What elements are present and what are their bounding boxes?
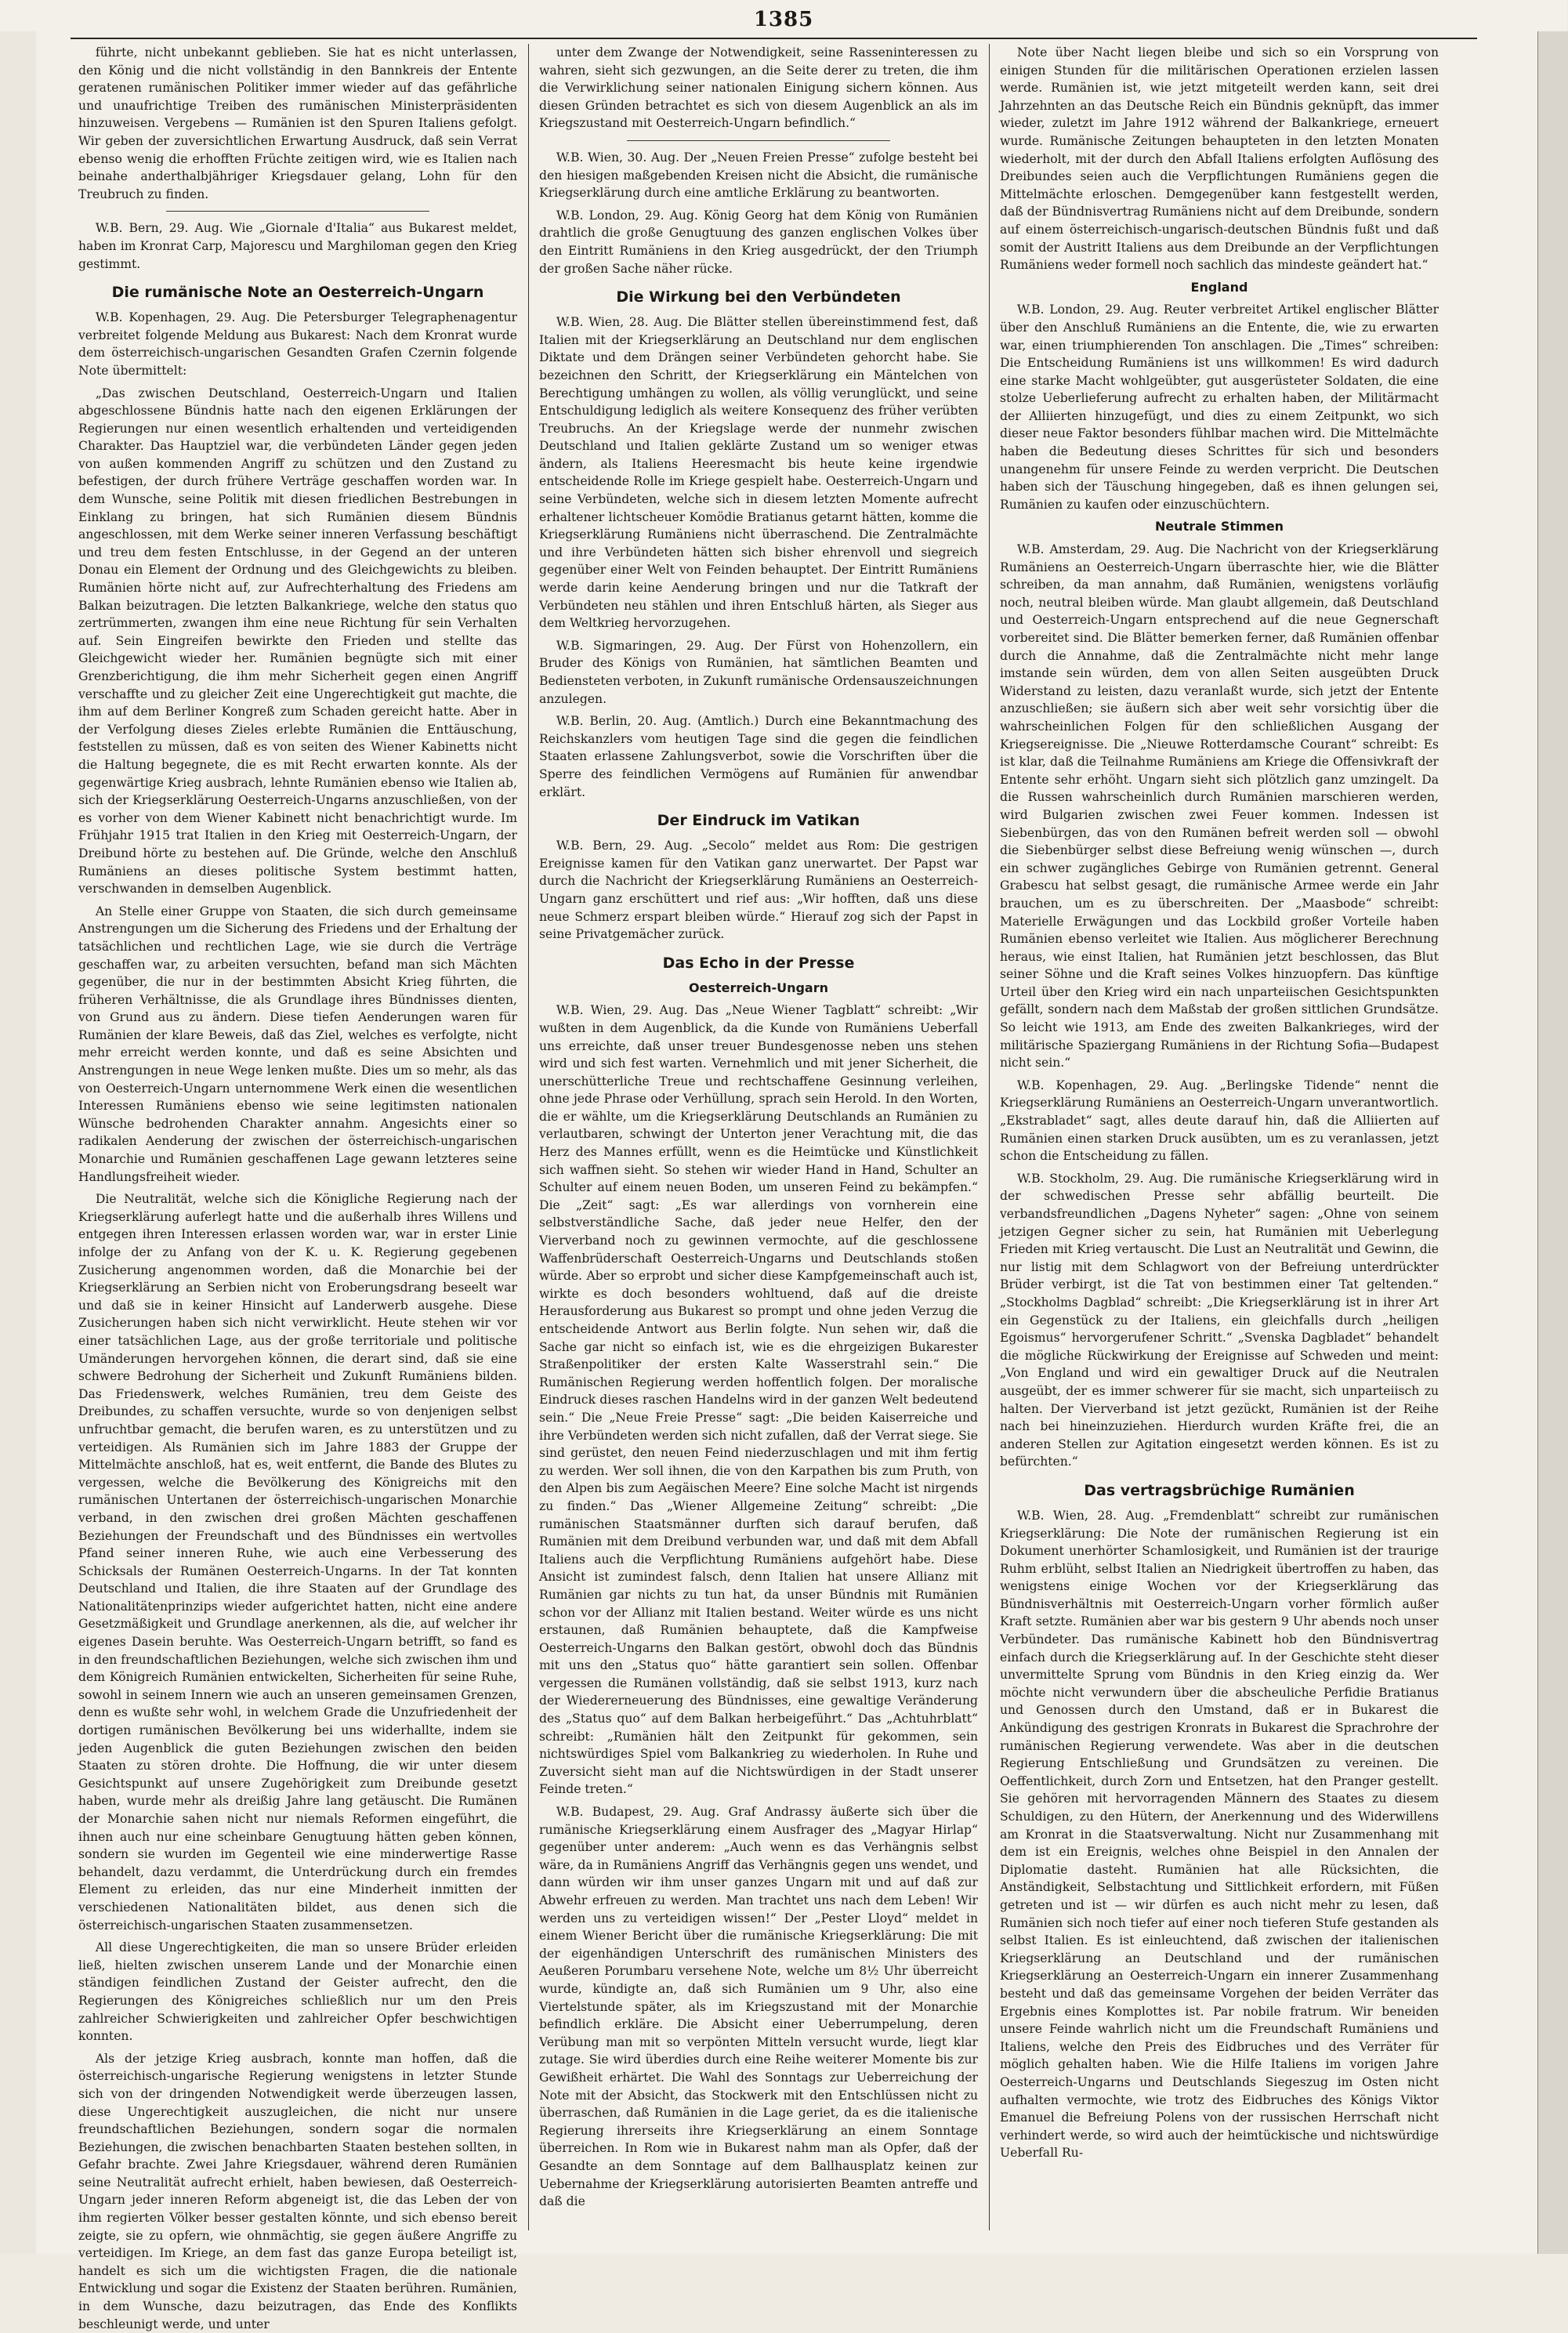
article-separator [627, 140, 890, 141]
binding-margin [0, 31, 36, 2254]
article-paragraph: W.B. Kopenhagen, 29. Aug. Die Petersburger Telegraphenagentur verbreitet folgende Meldung aus Bukarest: Nach dem Kronrat wurde dem österreichisch-ungarischen Gesandten Grafen Czernin folgende Note übermittelt: [78, 310, 517, 378]
article-paragraph: W.B. Kopenhagen, 29. Aug. „Berlingske Tidende“ nennt die Kriegserklärung Rumäniens an Oesterreich-Ungarn unverantwortlich. „Ekstrabladet“ sagt, alles deute darauf hin, daß die Alliierten auf Rumänien einen starken Druck ausübten, um es zu veranlassen, jetzt schon die Entscheidung zu fällen. [1000, 1078, 1439, 1164]
article-separator [166, 211, 429, 212]
article-paragraph: W.B. Bern, 29. Aug. „Secolo“ meldet aus Rom: Die gestrigen Ereignisse kamen für den Vatikan ganz unerwartet. Der Papst war durch die Nachricht der Kriegserklärung Rumäniens an Oesterreich-Ungarn ganz erschüttert und rief aus: „Wir hofften, daß uns diese neue Schmerz erspart bleiben würde.“ Hierauf zog sich der Papst in seine Privatgemächer zurück. [539, 839, 978, 942]
article-paragraph: W.B. London, 29. Aug. Reuter verbreitet Artikel englischer Blätter über den Anschluß Rumäniens an die Entente, die, wie zu erwarten war, einen triumphierenden Ton anschlagen. Die „Times“ schreiben: Die Entscheidung Rumäniens ist uns willkommen! Es wird dadurch eine starke Macht wohlgeübter, gut ausgerüsteter Soldaten, die eine stolze Ueberlieferung aufrecht zu erhalten haben, der Militärmacht der Alliierten hinzugefügt, und dies zu einem Zeitpunkt, wo sich dieser neue Faktor besonders fühlbar machen wird. Die Mittelmächte haben die Bedeutung dieses Schrittes für sich und besonders unangenehm für unsere Feinde zu werden verpricht. Die Deutschen haben sich der Täuschung hingegeben, daß es ihnen gelungen sei, Rumänien zu kaufen oder einzuschüchtern. [1000, 302, 1439, 512]
section-subheading: Neutrale Stimmen [1154, 519, 1284, 534]
article-paragraph: W.B. Wien, 28. Aug. Die Blätter stellen übereinstimmend fest, daß Italien mit der Kriegserklärung an Deutschland nur dem englischen Diktate und dem Drängen seiner Verbündeten gehorcht habe. Sie bezeichnen den Schritt, der Kriegserklärung ein Mäntelchen von Berechtigung umhängen zu wollen, als völlig verunglückt, und seine Entschuldigung lediglich als weitere Konsequenz des früher verübten Treubruchs. An der Kriegslage werde der nunmehr zwischen Deutschland und Italien geklärte Zustand um so weniger etwas ändern, als Italiens Heeresmacht bis heute keine irgendwie entscheidende Rolle im Kriege gespielt habe. Oesterreich-Ungarn und seine Verbündeten, welche sich in diesem letzten Momente aufrecht erhaltener lichtscheuer Komödie Bratianus getarnt hätten, komme die Kriegserklärung Rumäniens nicht überraschend. Die Zentralmächte und ihre Verbündeten hätten sich bisher ehrenvoll und siegreich gegenüber einer Welt von Feinden behauptet. Der Eintritt Rumäniens werde darin keine Aenderung bringen und nur die Tatkraft der Verbündeten neu stählen und ihren Entschluß härten, als Sieger aus dem Weltkrieg hervorzugehen. [539, 315, 978, 631]
article-headline: Das Echo in der Presse [662, 954, 855, 972]
column-divider [528, 44, 529, 2230]
article-headline: Die Wirkung bei den Verbündeten [616, 288, 901, 306]
section-subheading: England [1190, 279, 1248, 295]
article-paragraph: W.B. Sigmaringen, 29. Aug. Der Fürst von Hohenzollern, ein Bruder des Königs von Rumänien, hat sämtlichen Beamten und Bediensteten verboten, in Zukunft rumänische Ordensauszeichnungen anzulegen. [539, 638, 978, 706]
article-paragraph: „Das zwischen Deutschland, Oesterreich-Ungarn und Italien abgeschlossene Bündnis hatte nach den eigenen Erklärungen der Regierungen nur einen wesentlich erhaltenden und verteidigenden Charakter. Das Hauptziel war, die verbündeten Länder gegen jeden von außen kommenden Angriff zu schützen und den Zustand zu befestigen, der durch frühere Verträge geschaffen worden war. In dem Wunsche, seine Politik mit diesen friedlichen Bestrebungen in Einklang zu bringen, hat sich Rumänien diesem Bündnis angeschlossen, mit dem Werke seiner inneren Verfassung beschäftigt und treu dem festen Entschlusse, in der Gegend an der unteren Donau ein Element der Ordnung und des Gleichgewichts zu bleiben. Rumänien hörte nicht auf, zur Aufrechterhaltung des Friedens am Balkan beizutragen. Die letzten Balkankriege, welche den status quo zertrümmerten, zwangen ihm eine neue Richtung für sein Verhalten auf. Sein Eingreifen bewirkte den Frieden und stellte das Gleichgewicht wieder her. Rumänien begnügte sich mit einer Grenzberichtigung, die ihm mehr Sicherheit gegen einen Angriff verschaffte und zu gleicher Zeit eine Ungerechtigkeit gut machte, die ihm auf dem Berliner Kongreß zum Schaden gereicht hatte. Aber in der Verfolgung dieses Zieles erlebte Rumänien die Enttäuschung, feststellen zu müssen, daß es von seiten des Wiener Kabinetts nicht die Haltung begegnete, die es mit Recht erwarten konnte. Als der gegenwärtige Krieg ausbrach, lehnte Rumänien ebenso wie Italien ab, sich der Kriegserklärung Oesterreich-Ungarns anzuschließen, von der es vorher von dem Wiener Kabinett nicht benachrichtigt wurde. Im Frühjahr 1915 trat Italien in den Krieg mit Oesterreich-Ungarn, der Dreibund hörte zu bestehen auf. Die Gründe, welche den Anschluß Rumäniens an dieses politische System bestimmt hatten, verschwanden in demselben Augenblick. [78, 386, 517, 897]
article-paragraph: Note über Nacht liegen bleibe und sich so ein Vorsprung von einigen Stunden für die militärischen Operationen erzielen lassen werde. Rumänien ist, wie jetzt mitgeteilt werden kann, seit drei Jahrzehnten an das Deutsche Reich ein Bündnis geknüpft, das immer wieder, zuletzt im Jahre 1912 während der Balkankriege, erneuert wurde. Rumänische Zeitungen behaupteten in den letzten Monaten wiederholt, mit der durch den Abfall Italiens erfolgten Auflösung des Dreibundes seien auch die Verpflichtungen Rumäniens gegen die Mittelmächte erloschen. Demgegenüber kann festgestellt werden, daß der Bündnisvertrag Rumäniens nicht auf dem Dreibunde, sondern auf einem österreichisch-ungarisch-deutschen Bündnis fußt und daß somit der Austritt Italiens aus dem Dreibunde an der Verpflichtungen Rumäniens weder formell noch sachlich das mindeste geändert hat.“ [1000, 45, 1439, 273]
article-paragraph: Die Neutralität, welche sich die Königliche Regierung nach der Kriegserklärung auferlegt hatte und die außerhalb ihres Willens und entgegen ihren Interessen erlassen worden war, war in erster Linie infolge der zu Anfang von der K. u. K. Regierung gegebenen Zusicherung angenommen worden, daß die Monarchie bei der Kriegserklärung an Serbien nicht von Eroberungsdrang beseelt war und daß sie in keiner Hinsicht auf Landerwerb ausgehe. Diese Zusicherungen haben sich nicht verwirklicht. Heute stehen wir vor einer tatsächlichen Lage, aus der große territoriale und politische Umänderungen hervorgehen können, die derart sind, daß sie eine schwere Bedrohung der Sicherheit und Zukunft Rumäniens bilden. Das Friedenswerk, welches Rumänien, treu dem Geiste des Dreibundes, zu schaffen versuchte, wurde so von denjenigen selbst unfruchtbar gemacht, die berufen waren, es zu unterstützen und zu verteidigen. Als Rumänien sich im Jahre 1883 der Gruppe der Mittelmächte anschloß, hat es, weit entfernt, die Bande des Blutes zu vergessen, welche die Bevölkerung des Königreichs mit den rumänischen Untertanen der österreichisch-ungarischen Monarchie verband, in den zwischen drei großen Mächten geschaffenen Beziehungen der Freundschaft und des Bündnisses ein wertvolles Pfand seiner inneren Ruhe, wie auch eine Verbesserung des Schicksals der Rumänen Oesterreich-Ungarns. In der Tat konnten Deutschland und Italien, die ihre Staaten auf der Grundlage des Nationalitätenprinzips wieder aufgerichtet hatten, nicht eine andere Gesetzmäßigkeit und Grundlage anerkennen, als die, auf welcher ihr eigenes Dasein beruhte. Was Oesterreich-Ungarn betrifft, so fand es in den freundschaftlichen Beziehungen, welche sich zwischen ihm und dem Königreich Rumänien entwickelten, Sicherheiten für seine Ruhe, sowohl in seinem Innern wie auch an unseren gemeinsamen Grenzen, denn es wußte sehr wohl, in welchem Grade die Unzufriedenheit der dortigen rumänischen Bevölkerung bei uns widerhallte, indem sie jeden Augenblick die guten Beziehungen zwischen den beiden Staaten zu stören drohte. Die Hoffnung, die wir unter diesem Gesichtspunkt auf unsere Zugehörigkeit zum Dreibunde gesetzt haben, wurde mehr als dreißig Jahre lang getäuscht. Die Rumänen der Monarchie sahen nicht nur niemals Reformen eingeführt, die ihnen auch nur eine scheinbare Genugtuung hätten geben können, sondern sie wurden im Gegenteil wie eine minderwertige Rasse behandelt, dazu verdammt, die Unterdrückung durch ein fremdes Element zu erleiden, das nur eine Minderheit inmitten der verschiedenen Nationalitäten bildet, aus denen sich die österreichisch-ungarischen Staaten zusammensetzen. [78, 1192, 517, 1933]
article-paragraph: W.B. London, 29. Aug. König Georg hat dem König von Rumänien drahtlich die große Genugtuung des ganzen englischen Volkes über den Eintritt Rumäniens in den Krieg ausgedrückt, der den Triumph der großen Sache näher rücke. [539, 208, 978, 276]
article-paragraph: An Stelle einer Gruppe von Staaten, die sich durch gemeinsame Anstrengungen um die Sicherung des Friedens und der Erhaltung der tatsächlichen und rechtlichen Lage, wie sie durch die Verträge geschaffen war, zu arbeiten versuchten, befand man sich Mächten gegenüber, die nur in der bestimmten Absicht Krieg führten, die früheren Verhältnisse, die als Grundlage ihres Bündnisses dienten, von Grund aus zu ändern. Diese tiefen Aenderungen waren für Rumänien der klare Beweis, daß das Ziel, welches es verfolgte, nicht mehr erreicht werden konnte, und daß es seine Absichten und Anstrengungen in neue Wege lenken mußte. Dies um so mehr, als das von Oesterreich-Ungarn unternommene Werk einen die wesentlichen Interessen Rumäniens ebenso wie seine legitimsten nationalen Wünsche bedrohenden Charakter annahm. Angesichts einer so radikalen Aenderung der zwischen der österreichisch-ungarischen Monarchie und Rumänien geschaffenen Lage gewann letzteres seine Handlungsfreiheit wieder. [78, 904, 517, 1184]
article-headline: Die rumänische Note an Oesterreich-Ungarn [111, 284, 484, 302]
page-edge [1537, 31, 1568, 2254]
article-paragraph: W.B. Budapest, 29. Aug. Graf Andrassy äußerte sich über die rumänische Kriegserklärung einem Ausfrager des „Magyar Hirlap“ gegenüber unter anderem: „Auch wenn es das Verhängnis selbst wäre, da in Rumäniens Angriff das Verhängnis gegen uns wendet, und dann würden wir ihm unser ganzes Ungarn mit und auf daß zur Abwehr erfreuen zu werden. Man trachtet uns nach dem Leben! Wir werden uns zu verteidigen wissen!“ Der „Pester Lloyd“ meldet in einem Wiener Bericht über die rumänische Kriegserklärung: Die mit der eigenhändigen Unterschrift des rumänischen Ministers des Aeußeren Porumbaru versehene Note, welche um 8½ Uhr überreicht wurde, kündigte an, daß sich Rumänien um 9 Uhr, also eine Viertelstunde später, als im Kriegszustand mit der Monarchie befindlich erkläre. Die Absicht einer Ueberrumpelung, deren Verübung man mit so verpönten Mitteln versucht wurde, liegt klar zutage. Sie wird überdies durch eine Reihe weiterer Momente bis zur Gewißheit erhärtet. Die Wahl des Sonntags zur Ueberreichung der Note mit der Absicht, das Stockwerk mit den Entschlüssen nicht zu überraschen, daß Rumänien in die Lage geriet, da es die italienische Regierung ihrerseits ihre Kriegserklärung an einem Sonntage überreichen. In Rom wie in Bukarest nahm man als Opfer, daß der Gesandte an dem Sonntage auf dem Ballhausplatz keinen zur Uebernahme der Kriegserklärung autorisierten Beamten antreffe und daß die [539, 1805, 978, 2209]
article-paragraph: Als der jetzige Krieg ausbrach, konnte man hoffen, daß die österreichisch-ungarische Regierung wenigstens in letzter Stunde sich von der dringenden Notwendigkeit werde überzeugen lassen, diese Ungerechtigkeit auszugleichen, die nicht nur unsere freundschaftlichen Beziehungen, sondern sogar die normalen Beziehungen, die zwischen benachbarten Staaten bestehen sollten, in Gefahr brachte. Zwei Jahre Kriegsdauer, während deren Rumänien seine Neutralität aufrecht erhielt, haben bewiesen, daß Oesterreich-Ungarn jeder inneren Reform abgeneigt ist, die das Leben der von ihm regierten Völker besser gestalten könnte, und sich ebenso bereit zeigte, sie zu opfern, wie ohnmächtig, sie gegen äußere Angriffe zu verteidigen. Im Kriege, an dem fast das ganze Europa beteiligt ist, handelt es sich um die wichtigsten Fragen, die die nationale Entwicklung und sogar die Existenz der Staaten berühren. Rumänien, in dem Wunsche, dazu beizutragen, das Ende des Konflikts beschleunigt werde, und unter [78, 2051, 517, 2331]
article-headline: Der Eindruck im Vatikan [657, 812, 860, 830]
section-subheading: Oesterreich-Ungarn [688, 980, 829, 995]
article-paragraph: W.B. Amsterdam, 29. Aug. Die Nachricht von der Kriegserklärung Rumäniens an Oesterreich-Ungarn überraschte hier, wie die Blätter schreiben, da man annahm, daß Rumänien, wenigstens vorläufig noch, neutral bleiben würde. Man glaubt allgemein, daß Deutschland und Oesterreich-Ungarn entsprechend auf die neue Gegnerschaft vorbereitet sind. Die Blätter bemerken ferner, daß Rumänien offenbar durch die Annahme, daß die Zentralmächte nicht mehr lange imstande sein würden, dem von allen Seiten ausgeübten Druck Widerstand zu leisten, dazu veranlaßt wurde, sich jetzt der Entente anzuschließen; sie äußern sich aber weit sehr vorsichtig über die wahrscheinlichen Folgen für den schließlichen Ausgang der Kriegsereignisse. Die „Nieuwe Rotterdamsche Courant“ schreibt: Es ist klar, daß die Teilnahme Rumäniens am Kriege die Offensivkraft der Entente sehr erhöht. Ungarn sieht sich plötzlich ganz umzingelt. Da die Russen wahrscheinlich durch Rumänien marschieren werden, wird Bulgarien zwischen zwei Feuer kommen. Indessen ist Siebenbürgen, das von den Rumänen befreit werden soll — obwohl die Siebenbürger selbst diese Befreiung wenig wünschen —, durch ein schwer zugängliches Gebirge von Rumänien getrennt. General Grabescu hat selbst gesagt, die rumänische Armee werde ein Jahr brauchen, um es zu überschreiten. Der „Maasbode“ schreibt: Materielle Erwägungen und das Lockbild großer Vorteile haben Rumänien ebenso verleitet wie Italien. Aus möglicherer Berechnung heraus, wie einst Italien, hat Rumänien jetzt beschlossen, das Blut seiner Söhne und die Kraft seines Volkes hinzuopfern. Das künftige Urteil über den Krieg wird ein nach unparteiischen Gesichtspunkten gefällt, sondern nach dem Maßstab der großen sittlichen Grundsätze. So leicht wie 1913, am Ende des zweiten Balkankrieges, wird der militärische Spaziergang Rumäniens in der Richtung Sofia—Budapest nicht sein.“ [1000, 542, 1439, 1070]
article-paragraph: unter dem Zwange der Notwendigkeit, seine Rasseninteressen zu wahren, sieht sich gezwungen, an die Seite derer zu treten, die ihm die Verwirklichung seiner nationalen Einigung sichern können. Aus diesen Gründen betrachtet es sich von diesem Augenblick an als im Kriegszustand mit Oesterreich-Ungarn befindlich.“ [539, 45, 978, 131]
article-paragraph: W.B. Wien, 28. Aug. „Fremdenblatt“ schreibt zur rumänischen Kriegserklärung: Die Note der rumänischen Regierung ist ein Dokument unerhörter Schamlosigkeit, und Rumänien ist der traurige Ruhm erblüht, selbst Italien an Niedrigkeit übertroffen zu haben, das wenigstens einige Wochen vor der Kriegserklärung das Bündnisverhältnis mit Oesterreich-Ungarn vorher förmlich außer Kraft setzte. Rumänien aber war bis gestern 9 Uhr abends noch unser Verbündeter. Das rumänische Kabinett hob den Bündnisvertrag einfach durch die Kriegserklärung auf. In der Geschichte steht dieser unvermittelte Sprung vom Bündnis in den Krieg einzig da. Wer möchte nicht verwundern über die abscheuliche Perfidie Bratianus und Genossen durch den Umstand, daß er in Bukarest die Ankündigung des gestrigen Kronrats in Bukarest die Sprachrohre der rumänischen Regierung verwendete. Was aber in die deutschen Regierung Entschließung und Grundsätzen zu vereinen. Die Oeffentlichkeit, durch Zorn und Entsetzen, hat den Pranger gestellt. Sie gehören mit hervorragenden Männern des Staates zu diesem Schuldigen, zu den Hütern, der Anerkennung und des Widerwillens am Kronrat in die Staatsverwaltung. Nicht nur Zusammenhang mit dem ist ein Ereignis, welches ohne Beispiel in den Annalen der Diplomatie dasteht. Rumänien hat alle Rücksichten, die Anständigkeit, Selbstachtung und Sittlichkeit erfordern, mit Füßen getreten und ist — wir dürfen es auch nicht mehr zu lesen, daß Rumänien sich noch tiefer auf einer noch tieferen Stufe gestanden als selbst Italien. Es ist einleuchtend, daß zwischen der italienischen Kriegserklärung an Deutschland und der rumänischen Kriegserklärung an Oesterreich-Ungarn ein innerer Zusammenhang besteht und daß das gemeinsame Vorgehen der beiden Verräter das Ergebnis eines Komplottes ist. Par nobile fratrum. Wir beneiden unsere Feinde wahrlich nicht um die Freundschaft Rumäniens und Italiens, welche den Preis des Eidbruches und des Verräter für möglich gehalten haben. Wie die Hilfe Italiens im vorigen Jahre Oesterreich-Ungarns und Deutschlands Siegeszug im Osten nicht aufhalten vermochte, wie trotz des Eidbruches des Königs Viktor Emanuel die Befreiung Polens von der russischen Herrschaft nicht verhindert werde, so wird auch der heimtückische und nichtswürdige Ueberfall Ru- [1000, 1508, 1439, 2161]
page-number: 1385 [753, 8, 814, 31]
article-paragraph: W.B. Bern, 29. Aug. Wie „Giornale d'Italia“ aus Bukarest meldet, haben im Kronrat Carp, Majorescu und Marghiloman gegen den Krieg gestimmt. [78, 221, 517, 271]
text-column-3 [1000, 44, 1439, 2230]
header-rule [71, 38, 1477, 39]
article-paragraph: W.B. Stockholm, 29. Aug. Die rumänische Kriegserklärung wird in der schwedischen Presse sehr abfällig beurteilt. Die verbandsfreundlichen „Dagens Nyheter“ sagen: „Ohne von seinem jetzigen Gegner sicher zu sein, hat Rumänien mit Ueberlegung Frieden mit Krieg vertauscht. Die Lust an Neutralität und Gewinn, die nur listig mit dem Schlagwort von der Befreiung unterdrückter Brüder verbirgt, ist die Tat von bestimmen einer Tat geltenden.“ „Stockholms Dagblad“ schreibt: „Die Kriegserklärung ist in ihrer Art ein Gegenstück zu der Italiens, ein gleichfalls durch „heiligen Egoismus“ hervorgerufener Schritt.“ „Svenska Dagbladet“ behandelt die mögliche Rückwirkung der Ereignisse auf Schweden und meint: „Von England und wird ein gewaltiger Druck auf die Neutralen ausgeübt, der es immer schwerer für sie macht, sich unparteiisch zu halten. Der Vierverband ist jetzt gezückt, Rumänien ist der Reihe nach bei hineinzuziehen. Hierdurch wurden Kräfte frei, die an anderen Stellen zur Agitation eingesetzt werden können. Es ist zu befürchten.“ [1000, 1171, 1439, 1469]
article-paragraph: W.B. Wien, 29. Aug. Das „Neue Wiener Tagblatt“ schreibt: „Wir wußten in dem Augenblick, da die Kunde von Rumäniens Ueberfall uns erreichte, daß unser treuer Bundesgenosse neben uns stehen wird und sich fest warten. Vernehmlich und mit jener Sicherheit, die unerschütterliche Treue und rechtschaffene Gesinnung verleihen, ohne jede Phrase oder Verhüllung, sprach sein Herold. In den Worten, die er wählte, um die Kriegserklärung Deutschlands an Rumänien zu verlautbaren, schwingt der Unterton jener Verachtung mit, die das Herz des Mannes erfüllt, wenn es die Heimtücke und Künstlichkeit sich waffnen sieht. So stehen wir wieder Hand in Hand, Schulter an Schulter auf einem neuen Boden, um unseren Feind zu bekämpfen.“ Die „Zeit“ sagt: „Es war allerdings von vornherein eine selbstverständliche Sache, daß jeder neue Helfer, den der Vierverband noch zu gewinnen vermochte, auf die geschlossene Waffenbrüderschaft Oesterreich-Ungarns und Deutschlands stoßen würde. Aber so erprobt und sicher diese Kampfgemeinschaft auch ist, wirkte es doch besonders wohltuend, daß auf die dreiste Herausforderung aus Bukarest so prompt und ohne jeden Verzug die entscheidende Antwort aus Berlin folgte. Nun sehen wir, daß die Sache gar nicht so einfach ist, wie es die ehrgeizigen Bukarester Straßenpolitiker der ersten Kalte Wasserstrahl sein.“ Die Rumänischen Regierung werden hoffentlich folgen. Der moralische Eindruck dieses raschen Handelns wird in der ganzen Welt bedeutend sein.“ Die „Neue Freie Presse“ sagt: „Die beiden Kaiserreiche und ihre Verbündeten werden sich nicht zufallen, daß der Verrat siege. Sie sind gerüstet, den neuen Feind niederzuschlagen und mit ihm fertig zu werden. Wer soll ihnen, die von den Karpathen bis zum Pruth, von den Alpen bis zum Aegäischen Meere? Eine solche Macht ist nirgends zu finden.“ Das „Wiener Allgemeine Zeitung“ schreibt: „Die rumänischen Staatsmänner durften sich darauf berufen, daß Rumänien mit dem Dreibund verbunden war, und daß mit dem Abfall Italiens auch die Verpflichtung Rumäniens aufgehört habe. Diese Ansicht ist zumindest falsch, denn Italien hat unsere Allianz mit Rumänien gar nichts zu tun hat, da unser Bündnis mit Rumänien schon vor der Allianz mit Italien bestand. Weiter würde es uns nicht erstaunen, daß Rumänien behauptete, daß die Kampfweise Oesterreich-Ungarns den Balkan gestört, obwohl doch das Bündnis mit uns den „Status quo“ hätte garantiert sein sollen. Offenbar vergessen die Rumänen vollständig, daß sie selbst 1913, kurz nach der Wiedererneuerung des Bündnisses, eine gewaltige Veränderung des „Status quo“ auf dem Balkan herbeigeführt.“ Das „Achtuhrblatt“ schreibt: „Rumänien hält den Zeitpunkt für gekommen, sein nichtswürdiges Spiel vom Balkankrieg zu wiederholen. In Ruhe und Zuversicht sieht man auf die Nichtswürdigen in der Stadt unserer Feinde treten.“ [539, 1003, 978, 1797]
article-paragraph: W.B. Berlin, 20. Aug. (Amtlich.) Durch eine Bekanntmachung des Reichskanzlers vom heutigen Tage sind die gegen die feindlichen Staaten erlassene Zahlungsverbot, sowie die Vorschriften über die Sperre des feindlichen Vermögens auf Rumänien für anwendbar erklärt. [539, 714, 978, 799]
article-paragraph: All diese Ungerechtigkeiten, die man so unsere Brüder erleiden ließ, hielten zwischen unserem Lande und der Monarchie einen ständigen feindlichen Zustand der Geister aufrecht, den die Regierungen des Königreiches schließlich nur um den Preis zahlreicher Schwierigkeiten und zahlreicher Opfer beschwichtigen konnten. [78, 1940, 517, 2044]
text-column-2 [539, 44, 978, 2230]
article-headline: Das vertragsbrüchige Rumänien [1084, 1481, 1355, 1499]
article-paragraph: führte, nicht unbekannt geblieben. Sie hat es nicht unterlassen, den König und die nicht vollständig in den Bannkreis der Entente geratenen rumänischen Politiker immer wieder auf das gefährliche und unaufrichtige Treiben des rumänischen Ministerpräsidenten hinzuweisen. Vergebens — Rumänien ist den Spuren Italiens gefolgt. Wir geben der zuversichtlichen Erwartung Ausdruck, daß sein Verrat ebenso wenig die erhofften Früchte zeitigen wird, wie es Italien nach beinahe anderthalbjähriger Kriegsdauer gelang, Lohn für den Treubruch zu finden. [78, 45, 517, 201]
article-paragraph: W.B. Wien, 30. Aug. Der „Neuen Freien Presse“ zufolge besteht bei den hiesigen maßgebenden Kreisen nicht die Absicht, die rumänische Kriegserklärung durch eine amtliche Erklärung zu beantworten. [539, 150, 978, 201]
text-column-1 [78, 44, 517, 2331]
column-divider [989, 44, 990, 2230]
